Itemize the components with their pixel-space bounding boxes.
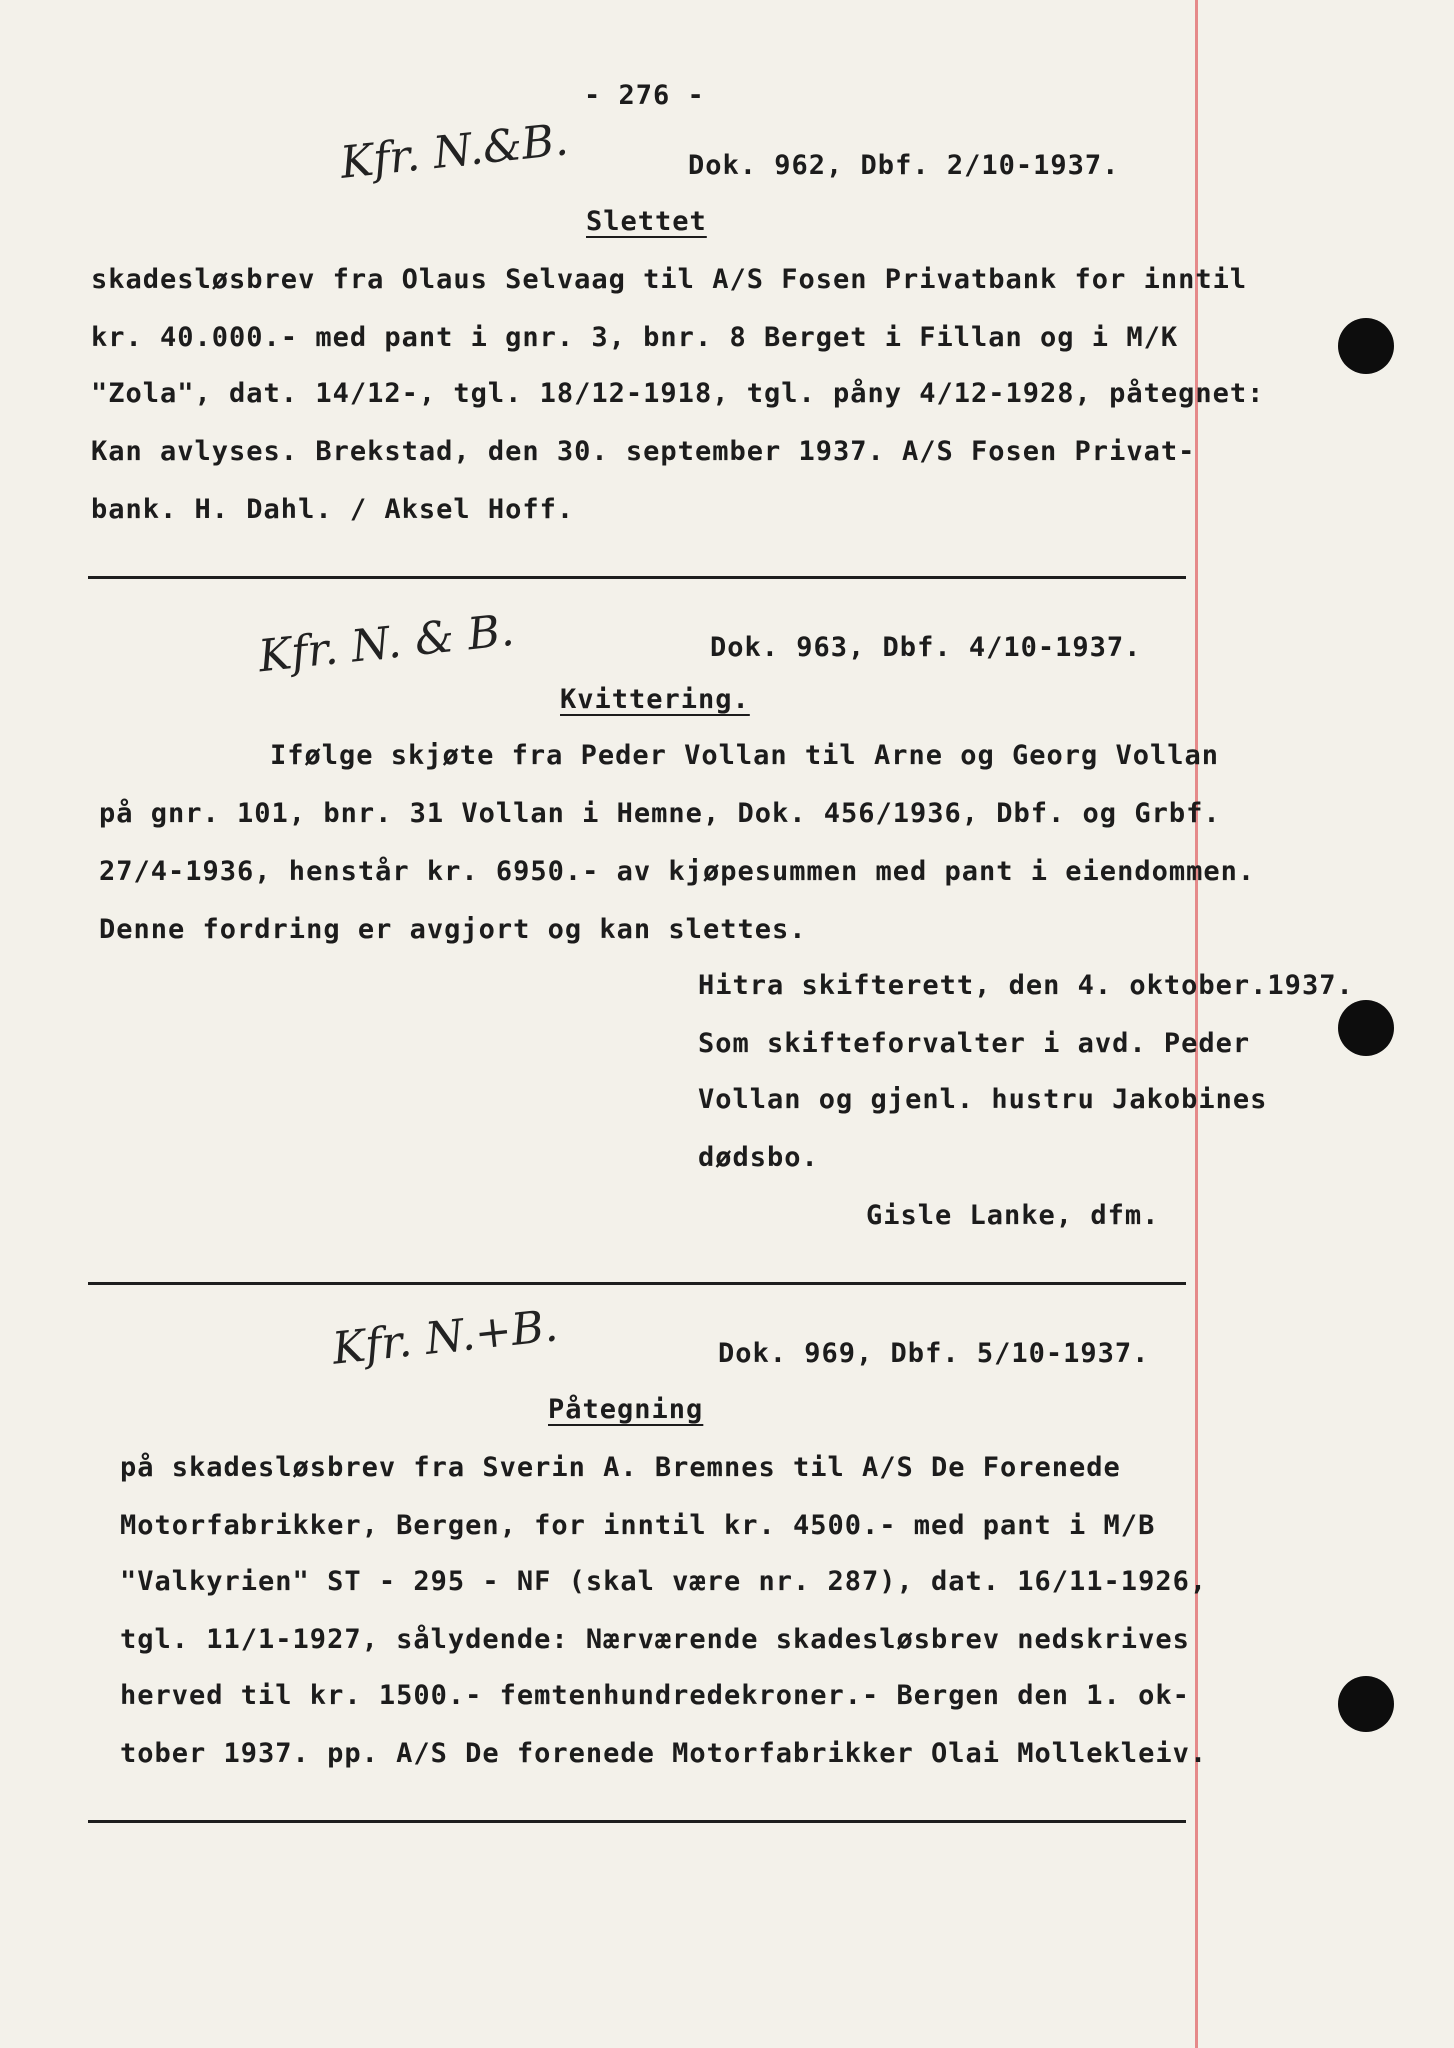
- text-line: Denne fordring er avgjort og kan slettes.: [99, 914, 807, 945]
- handwritten-annotation: Kfr. N.+B.: [329, 1300, 561, 1375]
- text-line: herved til kr. 1500.- femtenhundredekroner.- Bergen den 1. ok-: [120, 1680, 1190, 1711]
- text-line: skadesløsbrev fra Olaus Selvaag til A/S Fosen Privatbank for inntil: [91, 264, 1248, 295]
- handwritten-annotation: Kfr. N. & B.: [256, 604, 517, 683]
- section-divider: [88, 576, 1186, 579]
- text-line: tober 1937. pp. A/S De forenede Motorfabrikker Olai Mollekleiv.: [120, 1738, 1208, 1769]
- text-line: Motorfabrikker, Bergen, for inntil kr. 4500.- med pant i M/B: [120, 1510, 1156, 1541]
- closing-line: Hitra skifterett, den 4. oktober.1937.: [698, 970, 1354, 1001]
- entry-heading: Kvittering.: [560, 684, 750, 715]
- text-line: tgl. 11/1-1927, sålydende: Nærværende skadesløsbrev nedskrives: [120, 1624, 1190, 1655]
- text-line: bank. H. Dahl. / Aksel Hoff.: [91, 494, 575, 525]
- closing-line: Vollan og gjenl. hustru Jakobines: [698, 1084, 1268, 1115]
- text-line: "Valkyrien" ST - 295 - NF (skal være nr. 287), dat. 16/11-1926,: [120, 1566, 1208, 1597]
- text-line: Kan avlyses. Brekstad, den 30. september 1937. A/S Fosen Privat-: [91, 436, 1196, 467]
- text-line: på gnr. 101, bnr. 31 Vollan i Hemne, Dok. 456/1936, Dbf. og Grbf.: [99, 798, 1221, 829]
- closing-line: dødsbo.: [698, 1142, 819, 1173]
- text-line: kr. 40.000.- med pant i gnr. 3, bnr. 8 Berget i Fillan og i M/K: [91, 322, 1179, 353]
- handwritten-annotation: Kfr. N.&B.: [337, 114, 571, 189]
- document-reference: Dok. 963, Dbf. 4/10-1937.: [710, 632, 1142, 663]
- closing-line: Som skifteforvalter i avd. Peder: [698, 1028, 1251, 1059]
- entry-heading: Påtegning: [548, 1394, 704, 1425]
- punch-hole: [1338, 1676, 1394, 1732]
- text-line: Ifølge skjøte fra Peder Vollan til Arne og Georg Vollan: [270, 740, 1220, 771]
- section-divider: [88, 1820, 1186, 1823]
- document-reference: Dok. 969, Dbf. 5/10-1937.: [718, 1338, 1150, 1369]
- punch-hole: [1338, 1000, 1394, 1056]
- punch-hole: [1338, 318, 1394, 374]
- entry-heading: Slettet: [586, 206, 707, 237]
- signature: Gisle Lanke, dfm.: [866, 1200, 1160, 1231]
- text-line: "Zola", dat. 14/12-, tgl. 18/12-1918, tgl. påny 4/12-1928, påtegnet:: [91, 378, 1265, 409]
- text-line: på skadesløsbrev fra Sverin A. Bremnes til A/S De Forenede: [120, 1452, 1121, 1483]
- text-line: 27/4-1936, henstår kr. 6950.- av kjøpesummen med pant i eiendommen.: [99, 856, 1256, 887]
- section-divider: [88, 1282, 1186, 1285]
- page-number: - 276 -: [584, 80, 705, 111]
- document-reference: Dok. 962, Dbf. 2/10-1937.: [688, 150, 1120, 181]
